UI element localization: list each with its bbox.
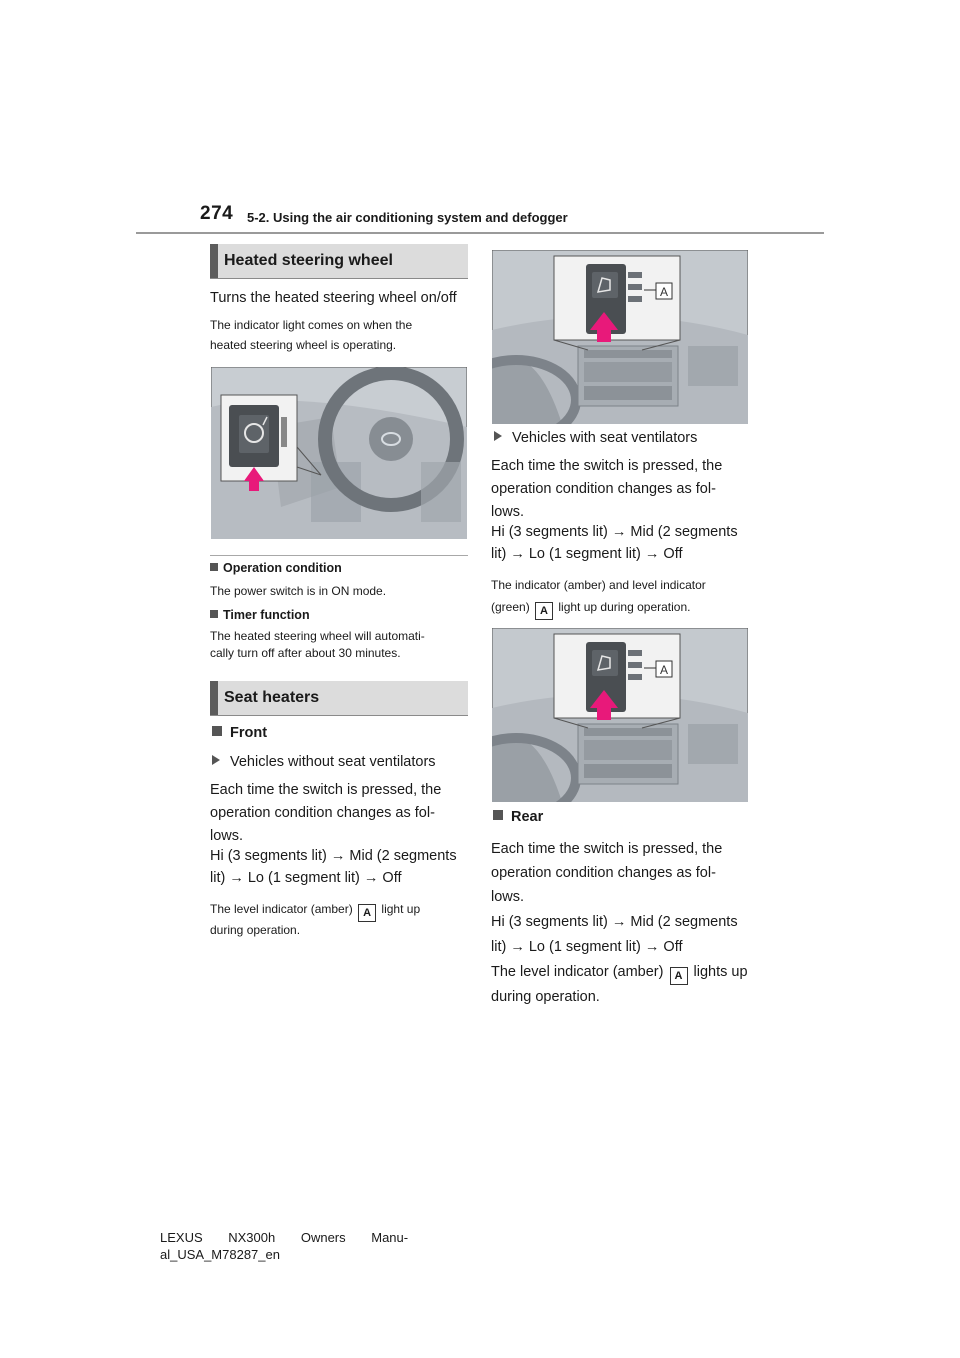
operation-condition-text: The power switch is in ON mode.	[210, 584, 387, 598]
heading-heated-steering-wheel	[210, 244, 468, 278]
seat-heater-switch-illustration-1	[492, 250, 748, 424]
with-vent-note-a: (green)	[491, 600, 530, 614]
without-ventilators-label-text: Vehicles without seat ventilators	[230, 754, 436, 770]
footer-line-2: al_USA_M78287_en	[160, 1247, 280, 1262]
timer-function-text-1: The heated steering wheel will automati-	[210, 629, 425, 643]
without-vent-line-2: operation condition changes as fol-	[210, 805, 435, 821]
with-vent-line-2: operation condition changes as fol-	[491, 481, 716, 497]
heading-heated-steering-wheel-text: Heated steering wheel	[224, 252, 393, 269]
steering-wheel-illustration	[211, 367, 467, 539]
triangle-bullet-icon	[212, 755, 220, 765]
operation-condition-head-text: Operation condition	[223, 561, 342, 575]
with-ventilators-label	[494, 427, 697, 450]
without-vent-note-b: light up	[381, 902, 421, 916]
heated-wheel-note-1: The indicator light comes on when the	[210, 318, 413, 332]
rear-line-7: during operation.	[491, 989, 600, 1005]
without-vent-line-1: Each time the switch is pressed, the	[210, 782, 442, 798]
timer-function-text-2: cally turn off after about 30 minutes.	[210, 646, 401, 660]
with-ventilators-label-text: Vehicles with seat ventilators	[512, 430, 698, 446]
svg-text:A: A	[659, 663, 669, 677]
triangle-bullet-icon	[494, 431, 502, 441]
callout-a-badge: A	[358, 904, 376, 922]
callout-a-badge: A	[535, 602, 553, 620]
rear-label	[493, 806, 543, 829]
rear-line-3: lows.	[491, 889, 525, 905]
without-vent-line-5: lit) → Lo (1 segment lit) → Off	[210, 870, 402, 886]
rear-line-4: Hi (3 segments lit) → Mid (2 segments	[491, 914, 738, 930]
heading-seat-heaters	[210, 681, 468, 715]
front-label-text: Front	[230, 725, 268, 741]
timer-function-head	[210, 608, 310, 622]
heated-wheel-note-2: heated steering wheel is operating.	[210, 338, 397, 352]
square-bullet-icon	[212, 726, 222, 736]
with-vent-note-2	[491, 597, 690, 620]
with-vent-line-5: lit) → Lo (1 segment lit) → Off	[491, 546, 683, 562]
without-vent-note-a: The level indicator (amber)	[210, 902, 353, 916]
operation-condition-head	[210, 561, 342, 575]
with-vent-line-4: Hi (3 segments lit) → Mid (2 segments	[491, 524, 738, 540]
square-bullet-icon	[210, 610, 218, 618]
without-vent-line-4: Hi (3 segments lit) → Mid (2 segments	[210, 848, 457, 864]
heated-wheel-intro: Turns the heated steering wheel on/off	[210, 290, 457, 306]
with-vent-note-1: The indicator (amber) and level indicator	[491, 578, 706, 592]
rear-label-text: Rear	[511, 809, 544, 825]
section-title: 5-2. Using the air conditioning system and defogger	[247, 210, 568, 225]
rear-line-1: Each time the switch is pressed, the	[491, 841, 723, 857]
without-vent-note	[210, 899, 420, 922]
rear-line-2: operation condition changes as fol-	[491, 865, 716, 881]
rear-line-5: lit) → Lo (1 segment lit) → Off	[491, 939, 683, 955]
footer-line-1: LEXUS NX300h Owners Manu-	[160, 1230, 409, 1245]
rear-line-6a: The level indicator (amber)	[491, 964, 664, 980]
with-vent-line-3: lows.	[491, 504, 525, 520]
divider-rule	[210, 555, 468, 556]
svg-text:A: A	[659, 285, 669, 299]
without-vent-note-2: during operation.	[210, 923, 301, 937]
rear-line-6b: lights up	[693, 964, 748, 980]
square-bullet-icon	[210, 563, 218, 571]
seat-heater-switch-illustration-2	[492, 628, 748, 802]
heading-seat-heaters-text: Seat heaters	[224, 689, 320, 706]
header-rule	[136, 232, 824, 234]
without-vent-line-3: lows.	[210, 828, 244, 844]
page-number: 274	[200, 203, 234, 224]
front-label	[212, 722, 267, 745]
with-vent-line-1: Each time the switch is pressed, the	[491, 458, 723, 474]
rear-line-6	[491, 961, 748, 985]
timer-function-head-text: Timer function	[223, 608, 310, 622]
square-bullet-icon	[493, 810, 503, 820]
without-ventilators-label	[212, 751, 436, 774]
with-vent-note-b: light up during operation.	[558, 600, 691, 614]
callout-a-badge: A	[670, 967, 688, 985]
